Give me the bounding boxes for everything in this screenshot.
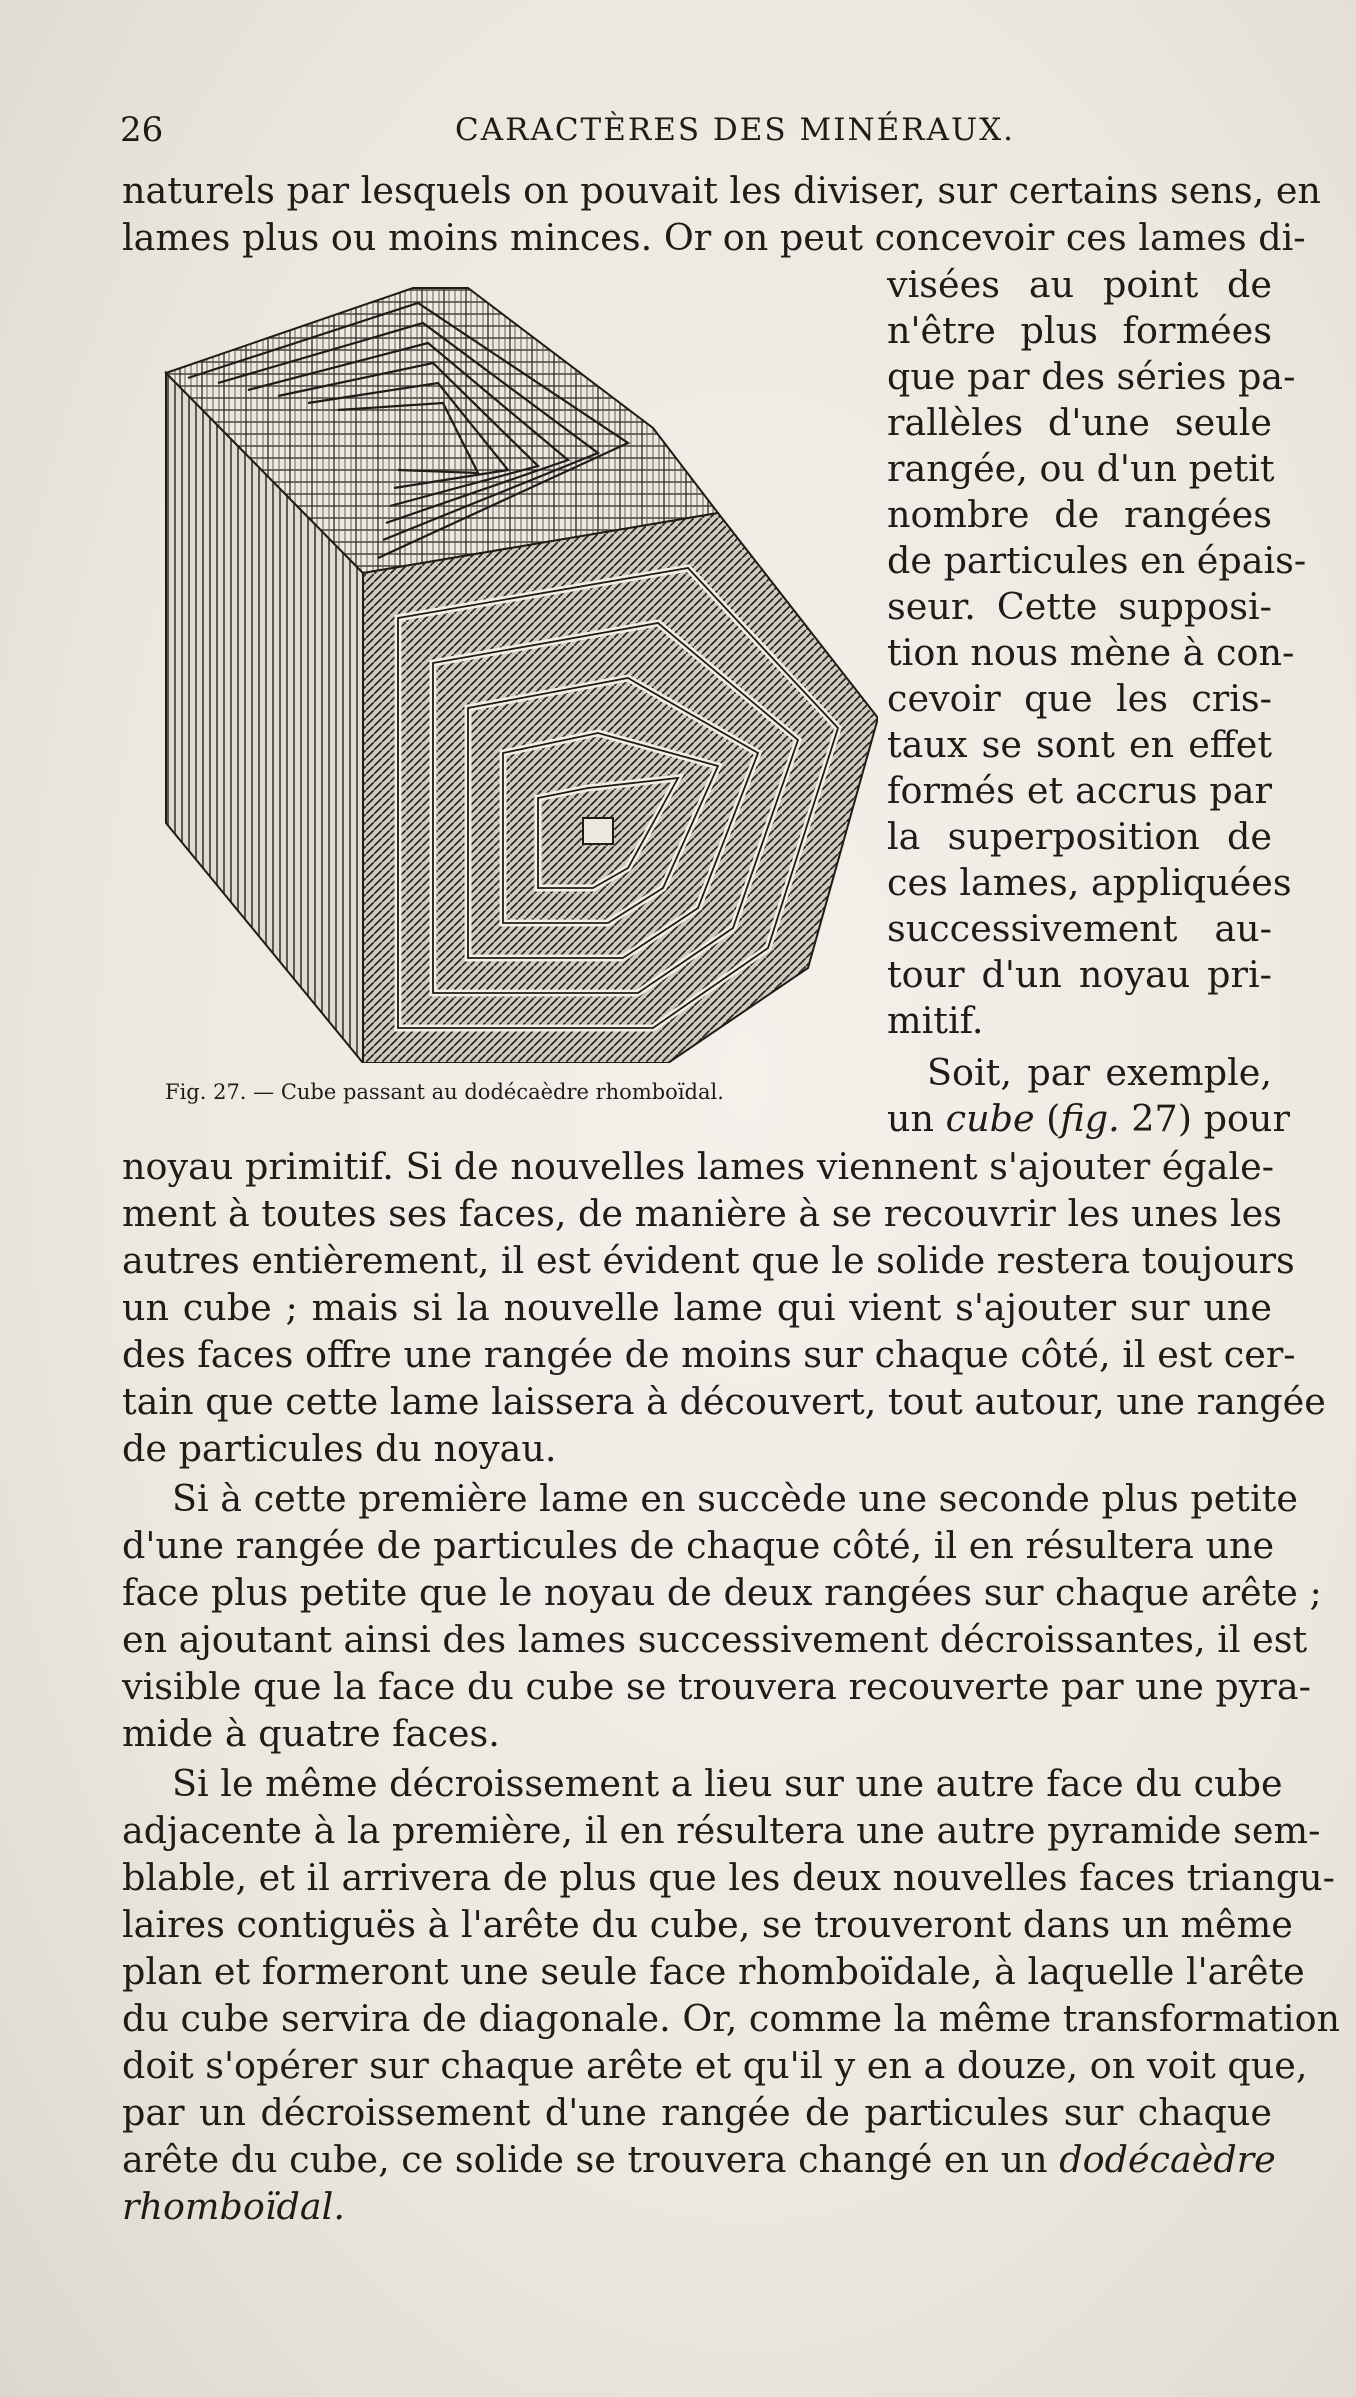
text-line: nombre de rangées xyxy=(887,493,1272,536)
text-line: n'être plus formées xyxy=(887,309,1272,352)
text-line: Si le même décroissement a lieu sur une autre face du cube xyxy=(172,1762,1283,1805)
text-line: un cube ; mais si la nouvelle lame qui vient s'ajouter sur une xyxy=(122,1286,1272,1329)
text-line: laires contiguës à l'arête du cube, se trouveront dans un même xyxy=(122,1903,1293,1946)
text-line: lames plus ou moins minces. Or on peut concevoir ces lames di- xyxy=(122,216,1306,259)
text-line: mitif. xyxy=(887,999,984,1042)
text-fragment: arête du cube, ce solide se trouvera changé en un xyxy=(122,2138,1048,2181)
page-number: 26 xyxy=(120,110,164,150)
text-line xyxy=(887,1096,1290,1142)
text-line: tain que cette lame laissera à découvert, tout autour, une rangée xyxy=(122,1380,1326,1423)
cube-dodecahedron-engraving xyxy=(158,278,878,1063)
text-line: blable, et il arrivera de plus que les deux nouvelles faces triangu- xyxy=(122,1856,1336,1899)
figure-27 xyxy=(158,278,878,1063)
text-line: naturels par lesquels on pouvait les diviser, sur certains sens, en xyxy=(122,169,1321,212)
text-line: la superposition de xyxy=(887,815,1272,858)
page-header xyxy=(120,110,1280,160)
text-line: cevoir que les cris- xyxy=(887,677,1272,720)
text-line: rallèles d'une seule xyxy=(887,401,1272,444)
text-fragment: ( xyxy=(1034,1097,1061,1140)
italic-term: cube xyxy=(945,1097,1035,1140)
text-line: mide à quatre faces. xyxy=(122,1712,500,1755)
text-line: adjacente à la première, il en résultera une autre pyramide sem- xyxy=(122,1809,1321,1852)
text-line: taux se sont en effet xyxy=(887,723,1272,766)
text-fragment: un xyxy=(887,1097,946,1140)
text-line: tour d'un noyau pri- xyxy=(887,953,1272,996)
text-line xyxy=(122,2137,1276,2183)
text-line: en ajoutant ainsi des lames successivement décroissantes, il est xyxy=(122,1618,1308,1661)
running-title: CARACTÈRES DES MINÉRAUX. xyxy=(455,112,1016,148)
text-line: que par des séries pa- xyxy=(887,355,1296,398)
text-line: visible que la face du cube se trouvera recouverte par une pyra- xyxy=(122,1665,1311,1708)
text-line: Soit, par exemple, xyxy=(927,1051,1272,1094)
text-line: de particules en épais- xyxy=(887,539,1307,582)
text-line: ces lames, appliquées xyxy=(887,861,1292,904)
text-line: doit s'opérer sur chaque arête et qu'il y en a douze, on voit que, xyxy=(122,2044,1308,2087)
text-line: noyau primitif. Si de nouvelles lames viennent s'ajouter égale- xyxy=(122,1145,1275,1188)
italic-term: dodécaèdre xyxy=(1059,2138,1276,2181)
text-line: Si à cette première lame en succède une seconde plus petite xyxy=(172,1477,1298,1520)
text-line: de particules du noyau. xyxy=(122,1427,557,1470)
text-line: des faces offre une rangée de moins sur chaque côté, il est cer- xyxy=(122,1333,1296,1376)
text-fragment: 27) pour xyxy=(1119,1097,1290,1140)
text-line: visées au point de xyxy=(887,263,1272,306)
text-line: tion nous mène à con- xyxy=(887,631,1295,674)
text-line: rangée, ou d'un petit xyxy=(887,447,1275,490)
text-line: plan et formeront une seule face rhomboïdale, à laquelle l'arête xyxy=(122,1950,1305,1993)
text-line: formés et accrus par xyxy=(887,769,1272,812)
text-line: successivement au- xyxy=(887,907,1272,950)
figure-caption: Fig. 27. — Cube passant au dodécaèdre rhomboïdal. xyxy=(165,1080,724,1104)
text-line: d'une rangée de particules de chaque côté, il en résultera une xyxy=(122,1524,1275,1567)
text-line: du cube servira de diagonale. Or, comme la même transformation xyxy=(122,1997,1341,2040)
text-line: rhomboïdal. xyxy=(122,2185,345,2228)
text-line: ment à toutes ses faces, de manière à se recouvrir les unes les xyxy=(122,1192,1283,1235)
italic-term: fig. xyxy=(1060,1097,1120,1140)
text-line: autres entièrement, il est évident que le solide restera toujours xyxy=(122,1239,1295,1282)
text-line: face plus petite que le noyau de deux rangées sur chaque arête ; xyxy=(122,1571,1322,1614)
text-line: seur. Cette supposi- xyxy=(887,585,1272,628)
text-line: par un décroissement d'une rangée de particules sur chaque xyxy=(122,2091,1272,2134)
